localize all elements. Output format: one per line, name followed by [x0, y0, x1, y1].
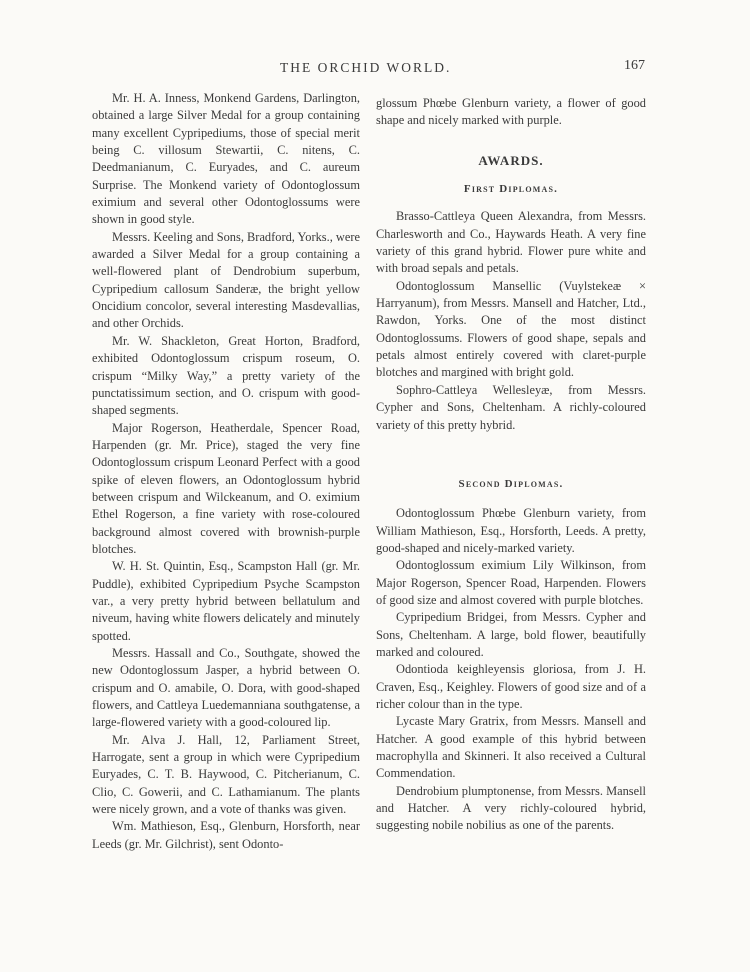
page-number: 167: [624, 58, 645, 73]
second-diploma-entry: Lycaste Mary Gratrix, from Messrs. Mansell and Hatcher. A good example of this hybrid between macrophylla and Skinneri. It also received a Cultural Commendation.: [376, 714, 646, 781]
paragraph-st-quintin: W. H. St. Quintin, Esq., Scampston Hall (gr. Mr. Puddle), exhibited Cypripedium Psyche Scampston var., a very pretty hybrid between bellatulum and niveum, having white flowers delicately and minutely spotted.: [92, 559, 360, 643]
second-diploma-entry: Odontoglossum Phœbe Glenburn variety, from William Mathieson, Esq., Horsforth, Leeds. A pretty, good-shaped and nicely-marked variety.: [376, 506, 646, 555]
first-diploma-entry: Sophro-Cattleya Wellesleyæ, from Messrs. Cypher and Sons, Cheltenham. A richly-coloured variety of this pretty hybrid.: [376, 382, 646, 432]
second-diplomas-heading: Second Diplomas.: [458, 477, 564, 490]
paragraph-mathieson: Wm. Mathieson, Esq., Glenburn, Horsforth, near Leeds (gr. Mr. Gilchrist), sent Odonto-: [92, 819, 360, 851]
paragraph-hassall: Messrs. Hassall and Co., Southgate, showed the new Odontoglossum Jasper, a hybrid between O. crispum and O. amabile, O. Dora, with good-shaped flowers, and Cattleya Luedemanniana southgatense, a large-flowered variety with a good-coloured lip.: [92, 646, 360, 730]
paragraph-rogerson: Major Rogerson, Heatherdale, Spencer Road, Harpenden (gr. Mr. Price), staged the very fine Odontoglossum crispum Leonard Perfect with a good spike of eleven flowers, an Odontoglossum hybrid between crispum and Wilckeanum, and O. eximium Ethel Rogerson, a fine variety with rose-coloured background almost covered with brownish-purple blotches.: [92, 420, 360, 556]
awards-heading: AWARDS.: [478, 152, 544, 168]
first-diploma-entry: Brasso-Cattleya Queen Alexandra, from Messrs. Charlesworth and Co., Haywards Heath. A very fine variety of this grand hybrid. Flower pure white and with broad sepals and petals.: [376, 209, 646, 276]
second-diploma-entry: Odontoglossum eximium Lily Wilkinson, from Major Rogerson, Spencer Road, Harpenden. Flowers of good size and almost covered with purple blotches.: [376, 558, 646, 607]
second-diploma-entry: Cypripedium Bridgei, from Messrs. Cypher and Sons, Cheltenham. A large, bold flower, beautifully marked and coloured.: [376, 610, 646, 659]
paragraph-inness: Mr. H. A. Inness, Monkend Gardens, Darlington, obtained a large Silver Medal for a group containing many excellent Cypripediums, those of special merit being C. villosum Stewartii, C. nitens, C. Deedmanianum, C. Euryades, and C. aureum Surprise. The Monkend variety of Odontoglossum eximium and several other Odontoglossums were shown in good style.: [92, 91, 360, 227]
second-diploma-entry: Dendrobium plumptonense, from Messrs. Mansell and Hatcher. A very richly-coloured hybrid, suggesting nobile nobilius as one of the parents.: [376, 783, 646, 833]
first-diplomas-heading: First Diplomas.: [463, 183, 559, 196]
second-diploma-entry: Odontioda keighleyensis gloriosa, from J. H. Craven, Esq., Keighley. Flowers of good size and of a richer colour than in the type.: [376, 662, 646, 711]
left-column: [92, 90, 360, 853]
paragraph-continuation: glossum Phœbe Glenburn variety, a flower of good shape and nicely marked with purple.: [376, 96, 646, 128]
paragraph-keeling: Messrs. Keeling and Sons, Bradford, Yorks., were awarded a Silver Medal for a group containing a well-flowered plant of Dendrobium superbum, Cypripedium callosum Sanderæ, the bright yellow Oncidium concolor, several interesting Masdevallias, and other Orchids.: [92, 229, 360, 331]
first-diploma-entry: Odontoglossum Mansellic (Vuylstekeæ × Harryanum), from Messrs. Mansell and Hatcher, Ltd., Rawdon, Yorks. One of the most distinct Odontoglossums. Flowers of good shape, sepals and petals almost entirely covered with claret-purple blotches and margined with bright gold.: [376, 278, 646, 380]
paragraph-hall: Mr. Alva J. Hall, 12, Parliament Street, Harrogate, sent a group in which were Cypripedium Euryades, C. T. B. Haywood, C. Pitcherianum, C. Clio, C. Gowerii, and C. Lathamianum. The plants were nicely grown, and a vote of thanks was given.: [92, 732, 360, 817]
paragraph-shackleton: Mr. W. Shackleton, Great Horton, Bradford, exhibited Odontoglossum crispum roseum, O. crispum “Milky Way,” a pretty variety of the punctatissimum section, and O. crispum with good-shaped segments.: [92, 333, 360, 418]
right-column: [376, 95, 646, 835]
running-title: THE ORCHID WORLD.: [280, 60, 452, 75]
